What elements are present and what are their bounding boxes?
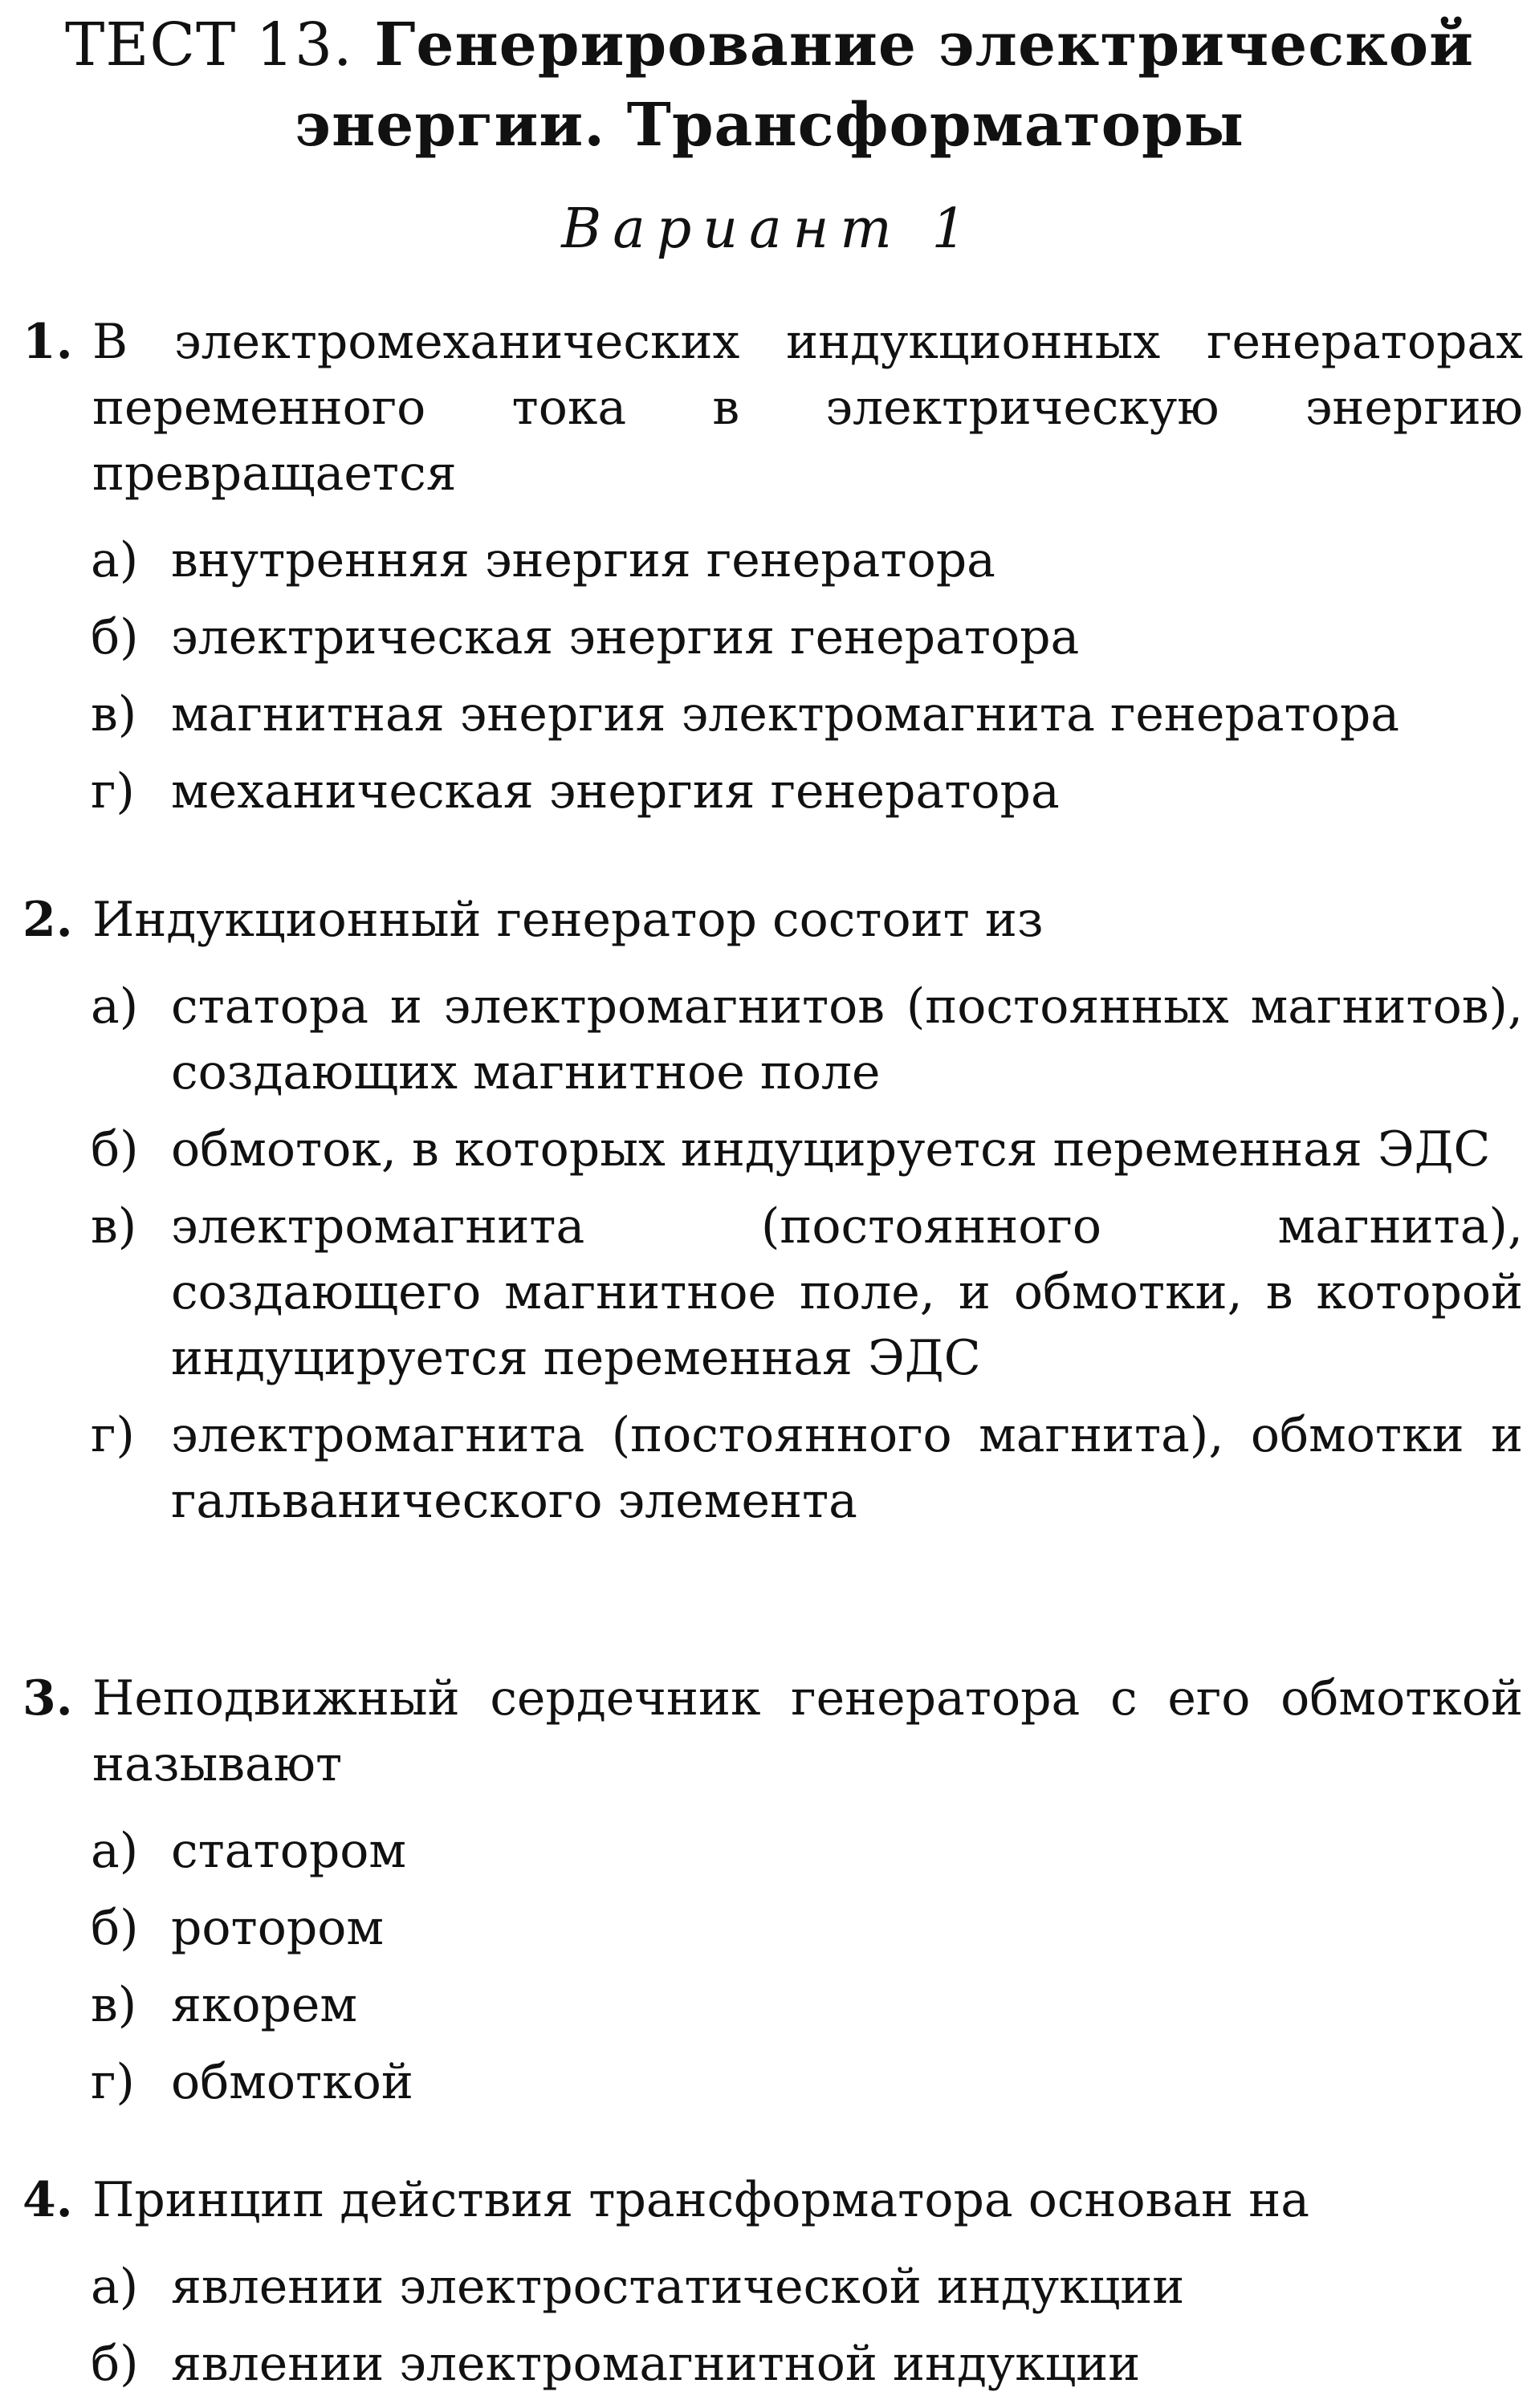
option-letter: а) — [91, 532, 139, 588]
question-number: 2. — [22, 892, 73, 948]
question-number: 4. — [22, 2172, 73, 2228]
answer-option[interactable] — [0, 1895, 1539, 1961]
option-letter: г) — [91, 1407, 135, 1463]
answer-option[interactable] — [0, 681, 1539, 747]
option-text: электромагнита (постоянного магнита), обмотки и гальванического элемента — [171, 1407, 1523, 1529]
answer-option[interactable] — [0, 604, 1539, 670]
question-body: Неподвижный сердечник генератора с его обмоткой называют — [92, 1670, 1523, 1792]
option-letter: а) — [91, 1823, 139, 1879]
question-4 — [0, 2167, 1539, 2408]
option-letter: г) — [91, 763, 135, 820]
option-text: электрическая энергия генератора — [171, 609, 1080, 665]
option-text: магнитная энергия электромагнита генератора — [171, 686, 1400, 742]
option-letter: в) — [91, 1977, 137, 2033]
option-text: обмоток, в которых индуцируется переменная ЭДС — [171, 1121, 1491, 1178]
answer-options — [0, 974, 1539, 1534]
option-letter: б) — [91, 1900, 139, 1956]
test-title-line1: Генерирование электрической — [374, 10, 1474, 79]
option-text: ротором — [171, 1900, 385, 1956]
variant-label: Вариант 1 — [561, 197, 978, 261]
answer-option[interactable] — [0, 2254, 1539, 2320]
question-text — [0, 887, 1539, 953]
answer-option[interactable] — [0, 1117, 1539, 1182]
question-body: Индукционный генератор состоит из — [92, 892, 1044, 948]
option-text: статором — [171, 1823, 407, 1879]
answer-option[interactable] — [0, 1818, 1539, 1884]
answer-option[interactable] — [0, 1402, 1539, 1534]
question-number: 1. — [22, 314, 73, 370]
answer-option[interactable] — [0, 1194, 1539, 1391]
answer-option[interactable] — [0, 1972, 1539, 2038]
question-1 — [0, 309, 1539, 836]
answer-option[interactable] — [0, 2049, 1539, 2115]
question-2 — [0, 887, 1539, 1545]
option-text: якорем — [171, 1977, 358, 2033]
option-letter: в) — [91, 686, 137, 742]
answer-options — [0, 1818, 1539, 2115]
answer-option[interactable] — [0, 759, 1539, 824]
option-letter: б) — [91, 609, 139, 665]
test-number: ТЕСТ 13. — [65, 10, 353, 79]
question-text — [0, 1666, 1539, 1797]
question-body: В электромеханических индукционных генераторах переменного тока в электрическую энергию превращается — [92, 314, 1523, 502]
option-text: статора и электромагнитов (постоянных магнитов), создающих магнитное поле — [171, 978, 1523, 1100]
answer-options — [0, 527, 1539, 824]
option-letter: б) — [91, 1121, 139, 1178]
option-text: обмоткой — [171, 2054, 413, 2110]
option-letter: а) — [91, 2259, 139, 2315]
answer-option[interactable] — [0, 974, 1539, 1105]
option-text: внутренняя энергия генератора — [171, 532, 995, 588]
option-text: явлении электромагнитной индукции — [171, 2336, 1141, 2392]
answer-option[interactable] — [0, 2331, 1539, 2397]
question-3 — [0, 1666, 1539, 2126]
option-text: механическая энергия генератора — [171, 763, 1060, 820]
option-letter: г) — [91, 2054, 135, 2110]
question-text — [0, 2167, 1539, 2233]
question-number: 3. — [22, 1670, 73, 1727]
answer-option[interactable] — [0, 527, 1539, 593]
question-text — [0, 309, 1539, 506]
question-body: Принцип действия трансформатора основан на — [92, 2172, 1309, 2228]
option-letter: б) — [91, 2336, 139, 2392]
answer-options — [0, 2254, 1539, 2397]
option-letter: в) — [91, 1198, 137, 1255]
option-letter: а) — [91, 978, 139, 1035]
test-title — [0, 0, 1539, 165]
test-title-line2: энергии. Трансформаторы — [295, 91, 1244, 160]
option-text: явлении электростатической индукции — [171, 2259, 1185, 2315]
option-text: электромагнита (постоянного магнита), создающего магнитное поле, и обмотки, в которой индуцируется переменная ЭДС — [171, 1198, 1523, 1386]
